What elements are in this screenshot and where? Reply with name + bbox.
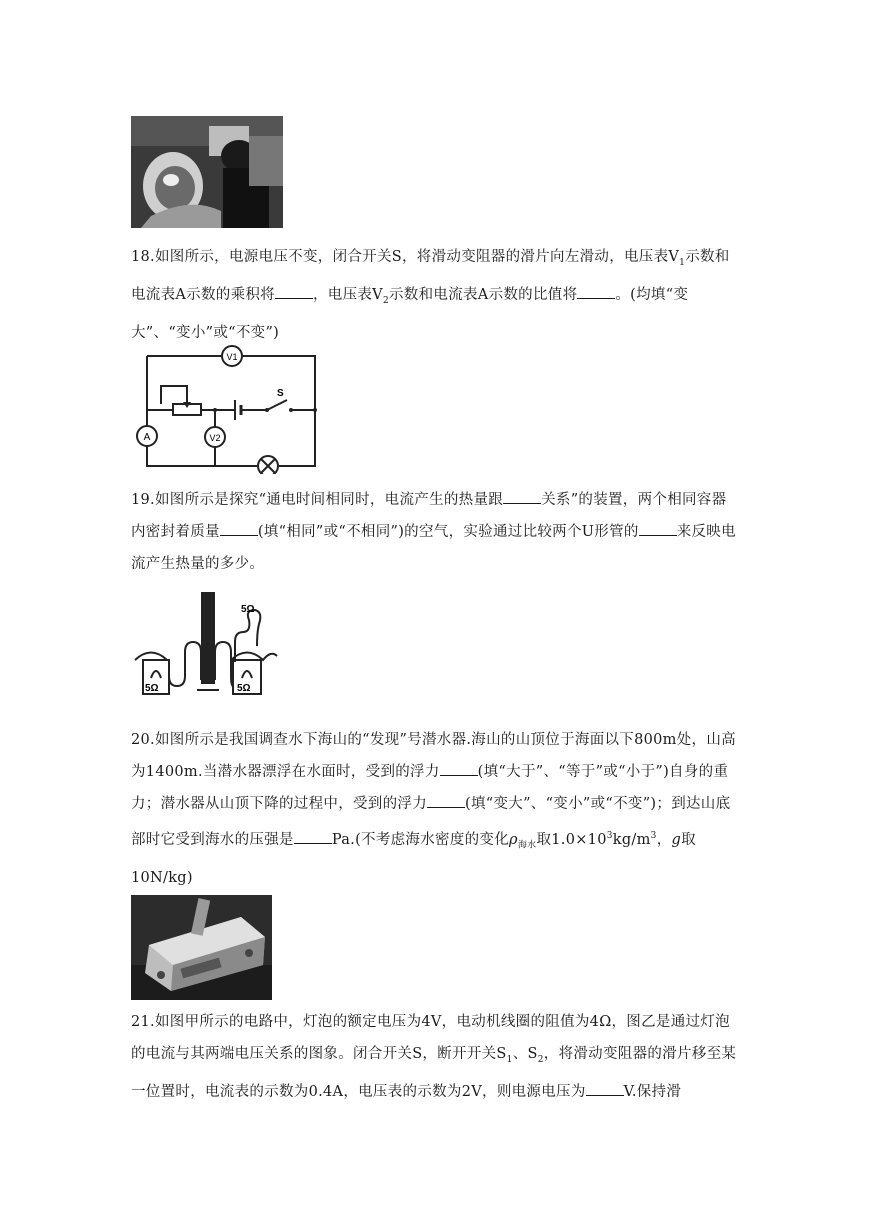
meter-v1-label: V1: [226, 352, 238, 362]
answer-blank[interactable]: [586, 1083, 624, 1096]
switch-label: S: [277, 388, 284, 399]
answer-blank[interactable]: [577, 286, 615, 299]
question-18: 18.如图所示，电源电压不变，闭合开关S，将滑动变阻器的滑片向左滑动，电压表$V_1$示数和电流表A示数的乘积将 ，电压表$V_2$示数和电流表A示数的比值将 。(均填“变大”、“变小”或“不变”): [131, 249, 730, 341]
photo-submersible: [131, 895, 272, 1000]
apparatus-svg: [131, 590, 281, 702]
photo-experiment-top: [131, 116, 283, 228]
question-20: 20.如图所示是我国调查水下海山的“发现”号潜水器.海山的山顶位于海面以下800m处，山高为1400m.当潜水器漂浮在水面时，受到的浮力 (填“大于”、“等于”或“小于”)自身的重力；潜水器从山顶下降的过程中，受到的浮力 (填“变大”、“变小”或“不变”)；到达山底部时它受到海水的压强是 Pa.(不考虑海水密度的变化$\rho_{海水}$取$1.0\times 10^3kg/m^3$，g取10N/kg): [131, 732, 736, 886]
joule-heating-apparatus: [131, 590, 281, 702]
resistor-top-label: 5Ω: [241, 604, 255, 615]
question-number: 19.: [131, 492, 155, 508]
answer-blank[interactable]: [639, 523, 677, 536]
resistor-right-label: 5Ω: [237, 683, 251, 694]
answer-blank[interactable]: [275, 286, 313, 299]
ammeter-label: A: [143, 432, 151, 443]
answer-blank[interactable]: [440, 763, 478, 776]
question-number: 18.: [131, 249, 155, 265]
question-number: 21.: [131, 1014, 155, 1030]
submersible-image: [131, 895, 272, 1000]
photo-experiment-image: [131, 116, 283, 228]
answer-blank[interactable]: [220, 523, 258, 536]
answer-blank[interactable]: [294, 831, 332, 844]
meter-v2-label: V2: [209, 433, 221, 443]
circuit-diagram-q18: [131, 344, 321, 474]
circuit-svg: [131, 344, 321, 474]
answer-blank[interactable]: [427, 795, 465, 808]
question-number: 20.: [131, 732, 155, 748]
resistor-left-label: 5Ω: [145, 683, 159, 694]
answer-blank[interactable]: [503, 491, 541, 504]
question-21: 21.如图甲所示的电路中，灯泡的额定电压为4V，电动机线圈的阻值为4Ω，图乙是通过灯泡的电流与其两端电压关系的图象。闭合开关S，断开开关$S_1$、$S_2$，将滑动变阻器的滑片移至某一位置时，电流表的示数为0.4A，电压表的示数为2V，则电源电压为 V.保持滑: [131, 1014, 737, 1100]
question-19: 19.如图所示是探究“通电时间相同时，电流产生的热量跟 关系”的装置，两个相同容器内密封着质量 (填“相同”或“不相同”)的空气，实验通过比较两个U形管的 来反映电流产生热量的多少。: [131, 492, 736, 572]
